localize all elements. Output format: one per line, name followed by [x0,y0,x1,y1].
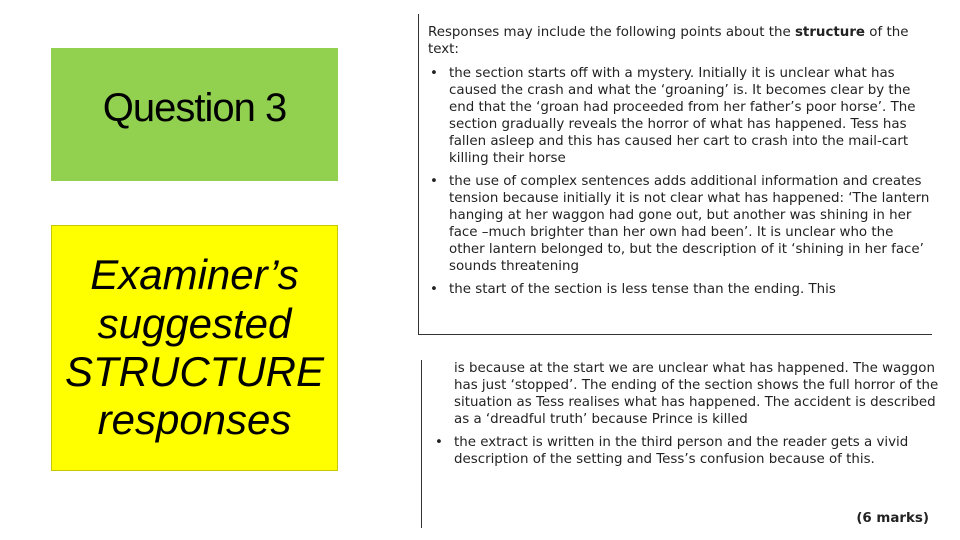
subtitle-line: responses [97,396,292,444]
bullet-dot-icon: • [430,66,438,81]
bullet-item [428,281,932,298]
bullet-text: the start of the section is less tense than the ending. This [449,282,836,297]
subtitle-text [65,251,324,444]
intro-post: of the text: [428,25,909,57]
bullet-list [428,65,932,298]
marks-label: (6 marks) [856,511,929,526]
bullet-text: the extract is written in the third person and the reader gets a vivid description of the setting and Tess’s confusion because of this. [454,435,909,467]
intro-pre: Responses may include the following points about the [428,25,795,40]
mark-scheme-panel-bottom [421,360,941,528]
intro-bold: structure [794,25,866,40]
subtitle-line: STRUCTURE [65,348,324,395]
bullet-dot-icon: • [435,435,443,450]
question-title: Question 3 [102,86,287,130]
bullet-dot-icon: • [430,174,438,189]
subtitle-box [51,225,338,471]
mark-scheme-panel-top [418,14,932,335]
subtitle-line: suggested [97,299,292,347]
bullet-text: the use of complex sentences adds additional information and creates tension because initially it is not clear what has happened: ‘The lantern hanging at her waggon had gone out, but another was shining in her face –much brighter than her own had been’. It is unclear who the other lantern belonged to, but the description of it ‘shining in her face’ sounds threatening [449,174,930,274]
subtitle-line: Examiner’s [90,251,299,299]
bullet-continuation: is because at the start we are unclear what has happened. The waggon has just ‘stopped’. The ending of the section shows the full horror of the situation as Tess realises what has happened. The accident is described as a ‘dreadful truth’ because Prince is killed [454,361,939,427]
bullet-item [428,65,932,167]
bullet-text: the section starts off with a mystery. Initially it is unclear what has caused the crash and what the ‘groaning’ is. It becomes clear by the end that the ‘groan had proceeded from her father’s poor horse’. The section gradually reveals the horror of what has happened. Tess has fallen asleep and this has caused her cart to crash into the mail-cart killing their horse [449,66,916,166]
bullet-dot-icon: • [430,282,438,297]
bullet-item [433,434,941,468]
bullet-list-page2 [433,434,941,468]
question-title-box [51,48,338,181]
bullet-item [428,173,932,275]
mark-scheme-intro [428,24,932,58]
